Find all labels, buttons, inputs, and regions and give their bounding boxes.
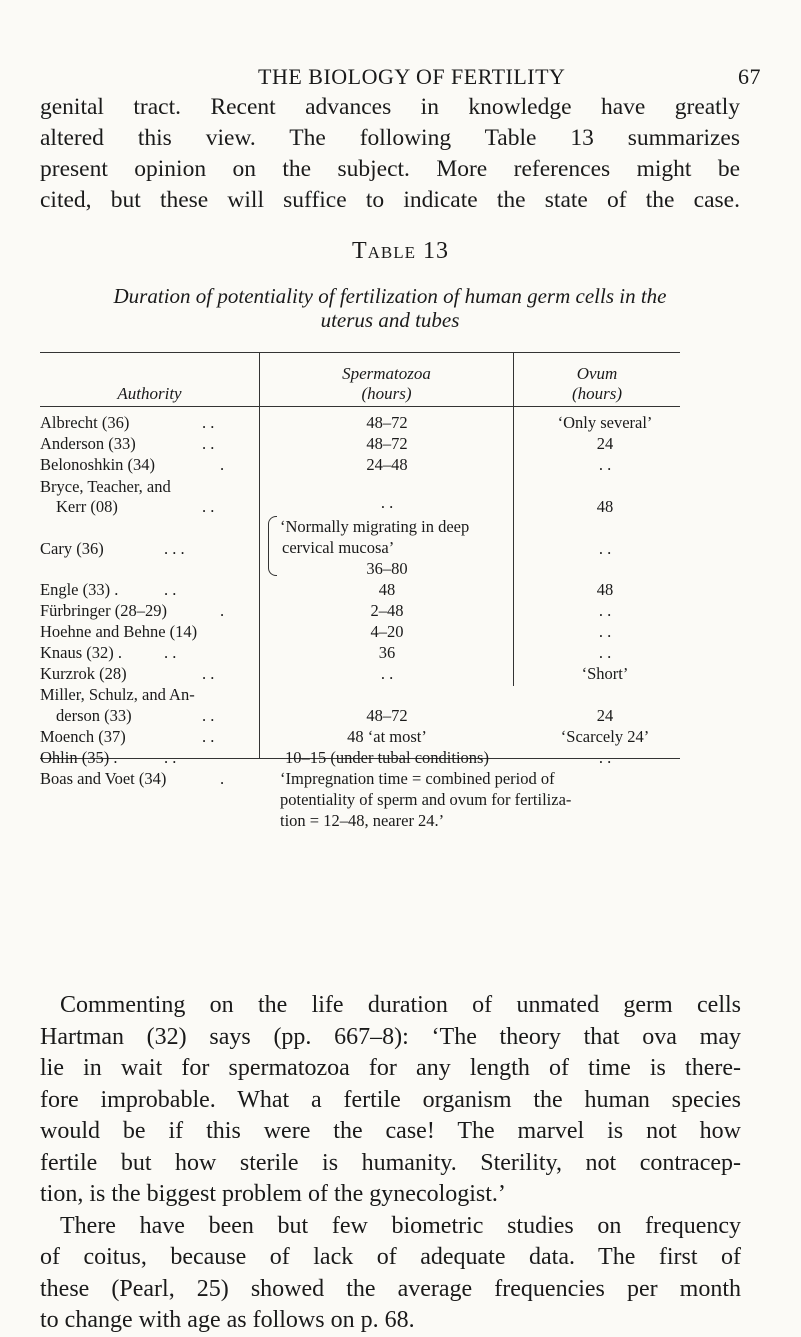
table-row-authority: Cary (36) bbox=[40, 539, 104, 558]
body-line: fore improbable. What a fertile organism the human species bbox=[40, 1086, 741, 1113]
table-row-authority: Albrecht (36) bbox=[40, 413, 130, 432]
table-row-authority: Miller, Schulz, and An- bbox=[40, 685, 195, 704]
intro-line: present opinion on the subject. More references might be bbox=[40, 156, 740, 182]
table-row-ovum: . . bbox=[598, 643, 612, 662]
table-row-ovum: 24 bbox=[596, 434, 614, 453]
table-row-sperm: 4–20 bbox=[370, 622, 404, 641]
leader-dots: . . bbox=[202, 706, 215, 725]
table-row-authority: Kurzrok (28) bbox=[40, 664, 127, 683]
table-row-ovum: ‘Only several’ bbox=[557, 413, 653, 432]
table-row-sperm: 2–48 bbox=[370, 601, 404, 620]
table-row-ovum: . . bbox=[598, 455, 612, 474]
table-header-rule bbox=[40, 406, 680, 407]
table-row-ovum: ‘Short’ bbox=[581, 664, 629, 683]
leader-dots: . bbox=[220, 601, 225, 620]
table-row-authority: Kerr (08) bbox=[56, 497, 118, 516]
table-caption-line: Duration of potentiality of fertilization of human germ cells in the bbox=[113, 284, 667, 308]
table-row-ovum: ‘Scarcely 24’ bbox=[560, 727, 650, 746]
body-paragraph bbox=[40, 990, 741, 1337]
leader-dots: . bbox=[220, 455, 225, 474]
header-authority: Authority bbox=[117, 384, 182, 403]
table-row-authority: Moench (37) bbox=[40, 727, 126, 746]
table-row-sperm: 48 bbox=[378, 580, 396, 599]
table-row-sperm: . . bbox=[380, 664, 394, 683]
table-row-authority: Fürbringer (28–29) bbox=[40, 601, 167, 620]
table-row-sperm: 10–15 (under tubal conditions) bbox=[285, 748, 489, 767]
body-line: of coitus, because of lack of adequate data. The first of bbox=[40, 1244, 741, 1270]
intro-paragraph bbox=[40, 92, 740, 216]
table-row-ovum: . . bbox=[598, 748, 612, 767]
table-row-sperm: 48–72 bbox=[366, 706, 408, 725]
table-row-sperm: . . bbox=[380, 493, 394, 512]
leader-dots: . . bbox=[164, 643, 177, 662]
leader-dots: . . bbox=[202, 413, 215, 432]
leader-dots: . . bbox=[164, 748, 177, 767]
table-title: Table 13 bbox=[351, 238, 450, 264]
table-row-authority: Knaus (32) . bbox=[40, 643, 123, 662]
leader-dots: . . bbox=[202, 664, 215, 683]
header-spermatozoa: Spermatozoa (hours) bbox=[342, 364, 431, 403]
table-row-sperm: 24–48 bbox=[366, 455, 408, 474]
boas-note-line: potentiality of sperm and ovum for fertiliza- bbox=[280, 790, 572, 809]
table-row-sperm: 48–72 bbox=[366, 434, 408, 453]
body-line: tion, is the biggest problem of the gynecologist.’ bbox=[40, 1181, 506, 1207]
table-caption-line: uterus and tubes bbox=[320, 308, 460, 332]
running-head bbox=[0, 64, 801, 92]
leader-dots: . . bbox=[202, 497, 215, 516]
intro-line: altered this view. The following Table 13 summarizes bbox=[40, 125, 740, 151]
body-line: fertile but how sterile is humanity. Sterility, not contracep- bbox=[40, 1149, 741, 1176]
table-top-rule bbox=[40, 352, 680, 353]
table-row-sperm: 36 bbox=[378, 643, 396, 662]
table-row-sperm: 48–72 bbox=[366, 413, 408, 432]
running-head-title: THE BIOLOGY OF FERTILITY bbox=[258, 64, 566, 89]
body-line: lie in wait for spermatozoa for any length of time is there- bbox=[40, 1055, 741, 1081]
table-row-sperm: ‘Normally migrating in deep bbox=[280, 517, 470, 536]
page-number: 67 bbox=[738, 64, 761, 89]
table-row-authority: Hoehne and Behne (14) bbox=[40, 622, 198, 641]
boas-note-line: tion = 12–48, nearer 24.’ bbox=[280, 811, 445, 830]
body-line: would be if this were the case! The marvel is not how bbox=[40, 1118, 741, 1144]
table-caption bbox=[40, 284, 740, 332]
table-row-sperm: 36–80 bbox=[366, 559, 408, 578]
table-row-ovum: . . bbox=[598, 601, 612, 620]
table-row-ovum: 48 bbox=[596, 580, 614, 599]
table-row-authority: Engle (33) . bbox=[40, 580, 119, 599]
header-ovum: Ovum (hours) bbox=[571, 364, 623, 403]
boas-note-line: ‘Impregnation time = combined period of bbox=[280, 769, 555, 788]
table-row-sperm: 48 ‘at most’ bbox=[347, 727, 427, 746]
body-line: these (Pearl, 25) showed the average frequencies per month bbox=[40, 1275, 741, 1302]
table-row-authority: Anderson (33) bbox=[40, 434, 136, 453]
table-row-ovum: 48 bbox=[596, 497, 614, 516]
leader-dots: . . bbox=[202, 727, 215, 746]
table-row-ovum: . . bbox=[598, 539, 612, 558]
leader-dots: . . . bbox=[164, 539, 185, 558]
body-line: Hartman (32) says (pp. 667–8): ‘The theory that ova may bbox=[40, 1023, 741, 1050]
table-row-authority: Ohlin (35) . bbox=[40, 748, 118, 767]
leader-dots: . . bbox=[202, 434, 215, 453]
body-line: to change with age as follows on p. 68. bbox=[40, 1307, 415, 1333]
table-row-ovum: 24 bbox=[596, 706, 614, 725]
leader-dots: . . bbox=[164, 580, 177, 599]
body-line: There have been but few biometric studies on frequency bbox=[60, 1212, 741, 1239]
table-row-authority: Bryce, Teacher, and bbox=[40, 477, 171, 496]
table-row-authority: Belonoshkin (34) bbox=[40, 455, 156, 474]
table-row-authority: derson (33) bbox=[56, 706, 132, 725]
leader-dots: . bbox=[220, 769, 225, 788]
table-row-ovum: . . bbox=[598, 622, 612, 641]
table-row-authority: Boas and Voet (34) bbox=[40, 769, 167, 788]
table-row-sperm: cervical mucosa’ bbox=[282, 538, 395, 557]
intro-line: cited, but these will suffice to indicate the state of the case. bbox=[40, 187, 740, 213]
intro-line: genital tract. Recent advances in knowledge have greatly bbox=[40, 94, 740, 120]
body-line: Commenting on the life duration of unmated germ cells bbox=[60, 992, 741, 1018]
